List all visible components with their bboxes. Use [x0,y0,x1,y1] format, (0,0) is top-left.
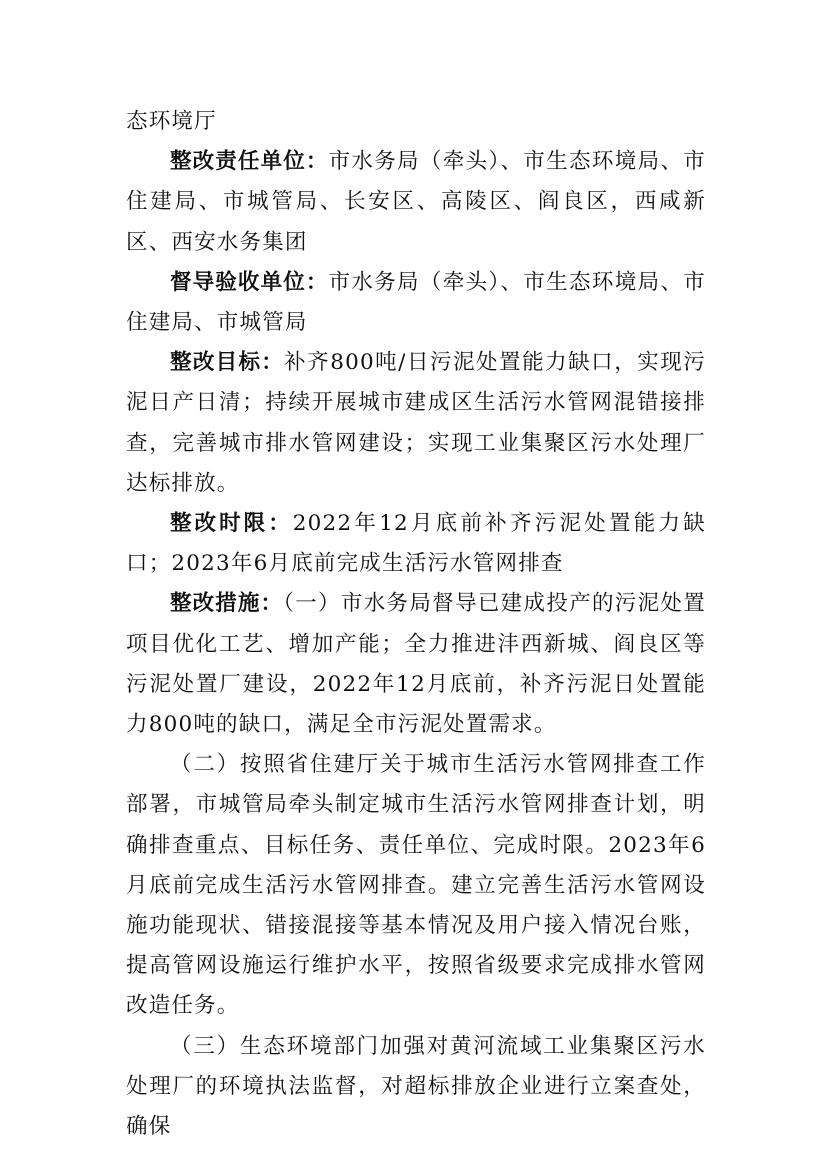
paragraph-responsible-units [126,142,706,263]
document-page [126,102,706,1147]
paragraph-label: 整改目标： [170,350,285,376]
paragraph-text: 市水务局（牵头）、市生态环境局、市住建局、市城管局、长安区、高陵区、阎良区，西咸新区、西安水务集团 [126,149,706,255]
paragraph-text: 态环境厅 [126,109,217,134]
paragraph-text: 补齐800吨/日污泥处置能力缺口，实现污泥日产日清；持续开展城市建成区生活污水管网混错接排查，完善城市排水管网建设；实现工业集聚区污水处理厂达标排放。 [126,350,706,496]
paragraph-label: 整改措施： [170,591,284,617]
paragraph-continuation [126,102,706,142]
paragraph-measure-two [126,745,706,1026]
paragraph-deadline [126,504,706,584]
paragraph-measures [126,584,706,745]
paragraph-label: 整改责任单位： [170,149,329,175]
paragraph-text: 市水务局（牵头）、市生态环境局、市住建局、市城管局 [126,269,706,336]
paragraph-label: 整改时限： [170,511,293,537]
paragraph-text: （二）按照省住建厅关于城市生活污水管网排查工作部署，市城管局牵头制定城市生活污水管网排查计划，明确排查重点、目标任务、责任单位、完成时限。2023年6月底前完成生活污水管网排查。建立完善生活污水管网设施功能现状、错接混接等基本情况及用户接入情况台账，提高管网设施运行维护水平，按照省级要求完成排水管网改造任务。 [126,752,706,1019]
paragraph-text: （一）市水务局督导已建成投产的污泥处置项目优化工艺、增加产能；全力推进沣西新城、阎良区等污泥处置厂建设，2022年12月底前，补齐污泥日处置能力800吨的缺口，满足全市污泥处置需求。 [126,591,706,738]
paragraph-label: 督导验收单位： [170,269,329,295]
paragraph-text: 2022年12月底前补齐污泥处置能力缺口；2023年6月底前完成生活污水管网排查 [126,511,706,577]
paragraph-rectification-goal [126,343,706,504]
paragraph-supervision-units [126,263,706,343]
paragraph-measure-three [126,1027,706,1148]
paragraph-text: （三）生态环境部门加强对黄河流域工业集聚区污水处理厂的环境执法监督，对超标排放企业进行立案查处，确保 [126,1033,706,1140]
